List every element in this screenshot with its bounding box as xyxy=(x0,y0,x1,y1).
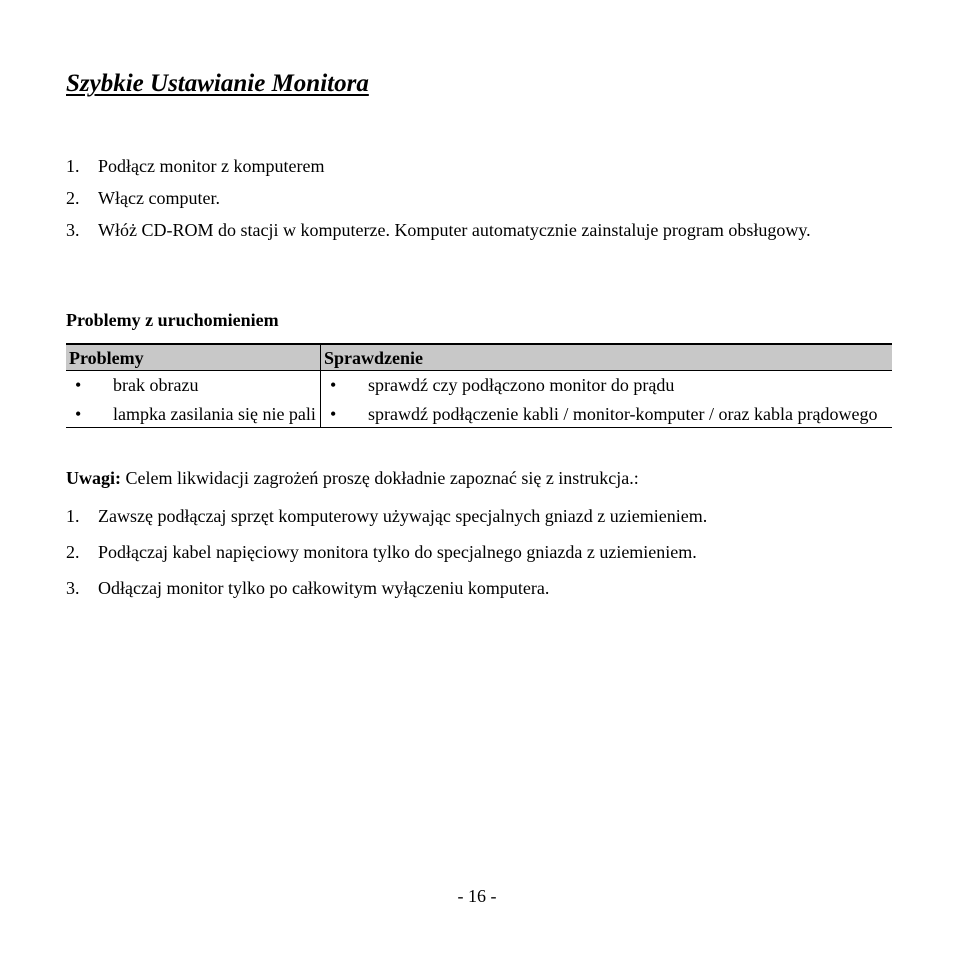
step-text: Włącz computer. xyxy=(98,188,220,208)
safety-warnings-list xyxy=(66,505,886,613)
page-number: - 16 - xyxy=(457,886,497,906)
problem-text: lampka zasilania się nie pali xyxy=(113,404,316,424)
table-header-row xyxy=(66,344,892,371)
setup-step xyxy=(66,220,866,241)
bullet-icon: • xyxy=(75,404,82,424)
bullet-icon: • xyxy=(330,375,337,395)
page-title: Szybkie Ustawianie Monitora xyxy=(66,70,369,97)
troubleshooting-heading: Problemy z uruchomieniem xyxy=(66,310,279,330)
bullet-icon: • xyxy=(330,404,337,424)
column-header-check: Sprawdzenie xyxy=(321,344,893,371)
check-text: sprawdź czy podłączono monitor do prądu xyxy=(368,375,675,395)
warning-item xyxy=(66,505,886,527)
checks-cell xyxy=(321,371,893,428)
list-item xyxy=(324,403,889,425)
warning-number: 2. xyxy=(66,542,80,562)
setup-step xyxy=(66,156,866,177)
list-item xyxy=(324,374,889,396)
warning-number: 3. xyxy=(66,578,80,598)
troubleshooting-table xyxy=(66,343,892,428)
notes-paragraph xyxy=(66,467,886,489)
checks-list xyxy=(324,374,889,425)
setup-step xyxy=(66,188,866,209)
step-text: Podłącz monitor z komputerem xyxy=(98,156,325,176)
check-text: sprawdź podłączenie kabli / monitor-komputer / oraz kabla prądowego xyxy=(368,404,878,424)
list-item xyxy=(69,403,317,425)
step-text: Włóż CD-ROM do stacji w komputerze. Komputer automatycznie zainstaluje program obsługowy. xyxy=(98,220,811,240)
warning-text: Zawszę podłączaj sprzęt komputerowy używając specjalnych gniazd z uziemieniem. xyxy=(98,506,708,526)
step-number: 2. xyxy=(66,188,80,208)
warning-item xyxy=(66,541,886,563)
list-item xyxy=(69,374,317,396)
warning-text: Odłączaj monitor tylko po całkowitym wyłączeniu komputera. xyxy=(98,578,550,598)
table-row xyxy=(66,371,892,428)
notes-text: Celem likwidacji zagrożeń proszę dokładnie zapoznać się z instrukcja.: xyxy=(121,468,639,488)
warning-number: 1. xyxy=(66,506,80,526)
column-header-problems: Problemy xyxy=(66,344,321,371)
step-number: 3. xyxy=(66,220,80,240)
setup-steps-list xyxy=(66,156,866,252)
warning-text: Podłączaj kabel napięciowy monitora tylko do specjalnego gniazda z uziemieniem. xyxy=(98,542,697,562)
step-number: 1. xyxy=(66,156,80,176)
problems-cell xyxy=(66,371,321,428)
warning-item xyxy=(66,577,886,599)
problem-text: brak obrazu xyxy=(113,375,199,395)
problems-list xyxy=(69,374,317,425)
bullet-icon: • xyxy=(75,375,82,395)
notes-label: Uwagi: xyxy=(66,468,121,488)
